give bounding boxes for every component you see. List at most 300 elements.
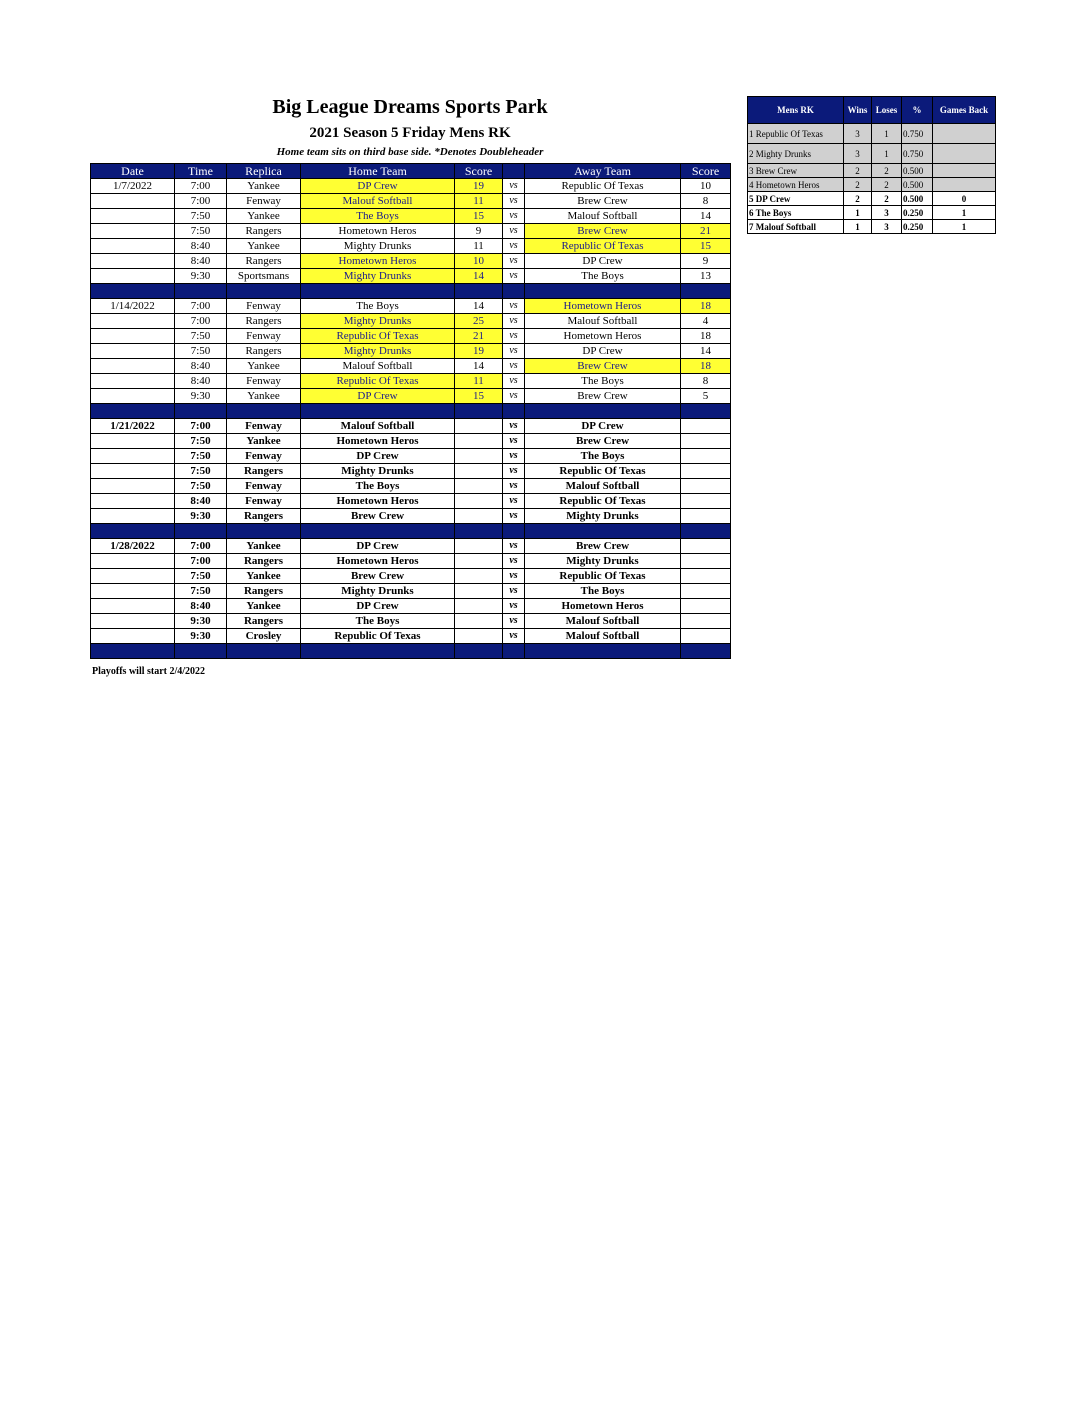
game-date: 1/14/2022 bbox=[91, 299, 175, 314]
game-time: 7:50 bbox=[175, 449, 227, 464]
game-row bbox=[91, 494, 731, 509]
game-time: 7:50 bbox=[175, 434, 227, 449]
vs-label: vs bbox=[503, 194, 525, 209]
game-field: Yankee bbox=[227, 389, 301, 404]
vs-label: vs bbox=[503, 569, 525, 584]
away-team: The Boys bbox=[525, 269, 681, 284]
standings-wins: 1 bbox=[844, 206, 872, 220]
away-score: 10 bbox=[681, 179, 731, 194]
game-time: 7:00 bbox=[175, 554, 227, 569]
col-away-score: Score bbox=[681, 164, 731, 179]
vs-label: vs bbox=[503, 269, 525, 284]
separator-cell bbox=[227, 524, 301, 539]
standings-team: Hometown Heros bbox=[755, 179, 820, 190]
home-team: Hometown Heros bbox=[301, 554, 455, 569]
standings-wins: 2 bbox=[844, 164, 872, 178]
away-team: Republic Of Texas bbox=[525, 464, 681, 479]
vs-label: vs bbox=[503, 239, 525, 254]
game-row bbox=[91, 584, 731, 599]
away-score: 14 bbox=[681, 344, 731, 359]
page-subtitle: 2021 Season 5 Friday Mens RK bbox=[309, 125, 511, 141]
vs-label: vs bbox=[503, 554, 525, 569]
standings-loses: 1 bbox=[872, 124, 902, 144]
home-team: Hometown Heros bbox=[301, 434, 455, 449]
game-date bbox=[91, 464, 175, 479]
home-team: The Boys bbox=[301, 614, 455, 629]
away-score: 18 bbox=[681, 299, 731, 314]
game-date bbox=[91, 224, 175, 239]
vs-label: vs bbox=[503, 494, 525, 509]
standings-rank: 2 bbox=[749, 148, 754, 159]
game-date bbox=[91, 449, 175, 464]
game-date bbox=[91, 209, 175, 224]
game-date bbox=[91, 434, 175, 449]
standings-team: Republic Of Texas bbox=[755, 128, 823, 139]
game-row bbox=[91, 419, 731, 434]
away-score: 21 bbox=[681, 224, 731, 239]
standings-row bbox=[748, 206, 996, 220]
away-team: Republic Of Texas bbox=[525, 569, 681, 584]
game-field: Fenway bbox=[227, 329, 301, 344]
home-score: 10 bbox=[455, 254, 503, 269]
game-row bbox=[91, 254, 731, 269]
away-score: 13 bbox=[681, 269, 731, 284]
away-score bbox=[681, 494, 731, 509]
away-team: Republic Of Texas bbox=[525, 239, 681, 254]
standings-pct: 0.750 bbox=[902, 144, 933, 164]
standings-row bbox=[748, 178, 996, 192]
vs-label: vs bbox=[503, 599, 525, 614]
home-team: Mighty Drunks bbox=[301, 584, 455, 599]
game-row bbox=[91, 389, 731, 404]
standings-games-back bbox=[933, 164, 996, 178]
game-time: 7:00 bbox=[175, 299, 227, 314]
standings-rank: 4 bbox=[749, 179, 754, 190]
away-team: Republic Of Texas bbox=[525, 494, 681, 509]
game-row bbox=[91, 554, 731, 569]
game-field: Fenway bbox=[227, 299, 301, 314]
separator-cell bbox=[175, 524, 227, 539]
away-team: The Boys bbox=[525, 374, 681, 389]
home-team: Mighty Drunks bbox=[301, 239, 455, 254]
game-field: Rangers bbox=[227, 554, 301, 569]
standings-row bbox=[748, 164, 996, 178]
standings-team-cell bbox=[748, 220, 844, 234]
game-field: Fenway bbox=[227, 419, 301, 434]
home-team: Brew Crew bbox=[301, 509, 455, 524]
game-row bbox=[91, 269, 731, 284]
game-date bbox=[91, 269, 175, 284]
game-row bbox=[91, 194, 731, 209]
standings-team-cell bbox=[748, 144, 844, 164]
game-field: Rangers bbox=[227, 314, 301, 329]
game-time: 7:50 bbox=[175, 344, 227, 359]
away-score: 15 bbox=[681, 239, 731, 254]
game-date: 1/21/2022 bbox=[91, 419, 175, 434]
away-score bbox=[681, 599, 731, 614]
standings-games-back: 0 bbox=[933, 192, 996, 206]
standings-col-wins: Wins bbox=[844, 97, 872, 124]
away-team: Brew Crew bbox=[525, 224, 681, 239]
page-note: Home team sits on third base side. *Denotes Doubleheader bbox=[276, 146, 544, 158]
standings-games-back: 1 bbox=[933, 220, 996, 234]
away-team: DP Crew bbox=[525, 344, 681, 359]
home-score bbox=[455, 434, 503, 449]
away-score bbox=[681, 419, 731, 434]
home-score bbox=[455, 479, 503, 494]
game-date bbox=[91, 239, 175, 254]
away-team: DP Crew bbox=[525, 419, 681, 434]
away-score bbox=[681, 629, 731, 644]
away-team: Brew Crew bbox=[525, 194, 681, 209]
game-field: Rangers bbox=[227, 224, 301, 239]
game-date bbox=[91, 194, 175, 209]
standings-games-back: 1 bbox=[933, 206, 996, 220]
vs-label: vs bbox=[503, 314, 525, 329]
game-field: Fenway bbox=[227, 374, 301, 389]
separator-cell bbox=[91, 404, 175, 419]
home-score: 15 bbox=[455, 389, 503, 404]
game-field: Fenway bbox=[227, 479, 301, 494]
game-row bbox=[91, 179, 731, 194]
home-score: 25 bbox=[455, 314, 503, 329]
away-score bbox=[681, 464, 731, 479]
home-team: DP Crew bbox=[301, 539, 455, 554]
away-team: Mighty Drunks bbox=[525, 554, 681, 569]
away-team: Republic Of Texas bbox=[525, 179, 681, 194]
vs-label: vs bbox=[503, 434, 525, 449]
vs-label: vs bbox=[503, 359, 525, 374]
game-date bbox=[91, 479, 175, 494]
game-row bbox=[91, 374, 731, 389]
vs-label: vs bbox=[503, 254, 525, 269]
vs-label: vs bbox=[503, 389, 525, 404]
standings-pct: 0.500 bbox=[902, 178, 933, 192]
standings-loses: 2 bbox=[872, 178, 902, 192]
game-field: Yankee bbox=[227, 359, 301, 374]
away-team: Mighty Drunks bbox=[525, 509, 681, 524]
game-field: Rangers bbox=[227, 614, 301, 629]
game-row bbox=[91, 314, 731, 329]
away-team: Hometown Heros bbox=[525, 329, 681, 344]
game-date bbox=[91, 599, 175, 614]
home-score: 11 bbox=[455, 194, 503, 209]
standings-pct: 0.500 bbox=[902, 192, 933, 206]
game-time: 7:50 bbox=[175, 464, 227, 479]
away-team: Brew Crew bbox=[525, 359, 681, 374]
standings-team-cell bbox=[748, 178, 844, 192]
vs-label: vs bbox=[503, 584, 525, 599]
standings-games-back bbox=[933, 124, 996, 144]
home-score bbox=[455, 464, 503, 479]
away-score bbox=[681, 434, 731, 449]
game-row bbox=[91, 239, 731, 254]
home-team: Hometown Heros bbox=[301, 254, 455, 269]
game-date bbox=[91, 389, 175, 404]
schedule-header-row bbox=[91, 164, 731, 179]
home-team: Republic Of Texas bbox=[301, 374, 455, 389]
home-team: Mighty Drunks bbox=[301, 269, 455, 284]
standings-pct: 0.250 bbox=[902, 220, 933, 234]
standings-table bbox=[747, 96, 996, 234]
week-separator bbox=[91, 284, 731, 299]
away-score: 4 bbox=[681, 314, 731, 329]
away-team: Brew Crew bbox=[525, 434, 681, 449]
game-time: 7:50 bbox=[175, 584, 227, 599]
separator-cell bbox=[525, 404, 681, 419]
separator-cell bbox=[91, 524, 175, 539]
away-score bbox=[681, 449, 731, 464]
game-time: 9:30 bbox=[175, 629, 227, 644]
away-score bbox=[681, 509, 731, 524]
game-row bbox=[91, 434, 731, 449]
page-title: Big League Dreams Sports Park bbox=[272, 96, 548, 118]
col-vs bbox=[503, 164, 525, 179]
game-time: 9:30 bbox=[175, 269, 227, 284]
home-score: 9 bbox=[455, 224, 503, 239]
game-field: Crosley bbox=[227, 629, 301, 644]
separator-cell bbox=[91, 284, 175, 299]
home-score bbox=[455, 614, 503, 629]
home-score bbox=[455, 509, 503, 524]
standings-wins: 2 bbox=[844, 178, 872, 192]
vs-label: vs bbox=[503, 344, 525, 359]
home-team: The Boys bbox=[301, 299, 455, 314]
standings-rank: 6 bbox=[749, 207, 754, 218]
separator-cell bbox=[301, 404, 455, 419]
home-score bbox=[455, 629, 503, 644]
vs-label: vs bbox=[503, 374, 525, 389]
game-field: Rangers bbox=[227, 254, 301, 269]
playoffs-note: Playoffs will start 2/4/2022 bbox=[92, 666, 206, 677]
col-away-team: Away Team bbox=[525, 164, 681, 179]
separator-cell bbox=[175, 284, 227, 299]
separator-cell bbox=[227, 404, 301, 419]
home-team: Republic Of Texas bbox=[301, 329, 455, 344]
game-field: Yankee bbox=[227, 539, 301, 554]
game-time: 7:00 bbox=[175, 179, 227, 194]
standings-team: Mighty Drunks bbox=[755, 148, 812, 159]
standings-pct: 0.750 bbox=[902, 124, 933, 144]
away-team: Hometown Heros bbox=[525, 299, 681, 314]
game-time: 7:50 bbox=[175, 569, 227, 584]
separator-cell bbox=[301, 284, 455, 299]
standings-games-back bbox=[933, 144, 996, 164]
game-field: Yankee bbox=[227, 179, 301, 194]
separator-cell bbox=[525, 524, 681, 539]
game-field: Yankee bbox=[227, 239, 301, 254]
vs-label: vs bbox=[503, 464, 525, 479]
game-field: Sportsmans bbox=[227, 269, 301, 284]
standings-wins: 2 bbox=[844, 192, 872, 206]
col-time: Time bbox=[175, 164, 227, 179]
home-score bbox=[455, 494, 503, 509]
game-field: Fenway bbox=[227, 194, 301, 209]
standings-team-cell bbox=[748, 164, 844, 178]
home-team: Mighty Drunks bbox=[301, 314, 455, 329]
game-row bbox=[91, 569, 731, 584]
away-team: Brew Crew bbox=[525, 539, 681, 554]
standings-row bbox=[748, 220, 996, 234]
away-team: The Boys bbox=[525, 449, 681, 464]
standings-col-games-back: Games Back bbox=[933, 97, 996, 124]
standings-wins: 3 bbox=[844, 124, 872, 144]
separator-cell bbox=[301, 644, 455, 659]
game-date: 1/28/2022 bbox=[91, 539, 175, 554]
vs-label: vs bbox=[503, 629, 525, 644]
away-score: 9 bbox=[681, 254, 731, 269]
game-row bbox=[91, 479, 731, 494]
away-score bbox=[681, 614, 731, 629]
standings-row bbox=[748, 124, 996, 144]
vs-label: vs bbox=[503, 419, 525, 434]
home-score bbox=[455, 449, 503, 464]
game-time: 8:40 bbox=[175, 239, 227, 254]
away-score bbox=[681, 479, 731, 494]
standings-loses: 3 bbox=[872, 206, 902, 220]
vs-label: vs bbox=[503, 509, 525, 524]
col-home-team: Home Team bbox=[301, 164, 455, 179]
home-score bbox=[455, 554, 503, 569]
vs-label: vs bbox=[503, 539, 525, 554]
home-score: 14 bbox=[455, 269, 503, 284]
game-field: Rangers bbox=[227, 509, 301, 524]
game-date bbox=[91, 569, 175, 584]
standings-team-cell bbox=[748, 124, 844, 144]
game-date bbox=[91, 254, 175, 269]
away-score: 18 bbox=[681, 359, 731, 374]
week-separator bbox=[91, 404, 731, 419]
game-date bbox=[91, 314, 175, 329]
separator-cell bbox=[503, 284, 525, 299]
standings-team-cell bbox=[748, 206, 844, 220]
away-team: Malouf Softball bbox=[525, 629, 681, 644]
game-row bbox=[91, 359, 731, 374]
standings-loses: 2 bbox=[872, 164, 902, 178]
game-field: Yankee bbox=[227, 569, 301, 584]
separator-cell bbox=[455, 644, 503, 659]
standings-rank: 3 bbox=[749, 165, 754, 176]
game-date bbox=[91, 554, 175, 569]
game-date bbox=[91, 509, 175, 524]
standings-loses: 1 bbox=[872, 144, 902, 164]
home-team: Hometown Heros bbox=[301, 224, 455, 239]
week-separator bbox=[91, 644, 731, 659]
vs-label: vs bbox=[503, 614, 525, 629]
game-time: 7:00 bbox=[175, 539, 227, 554]
game-field: Yankee bbox=[227, 599, 301, 614]
standings-row bbox=[748, 144, 996, 164]
home-team: DP Crew bbox=[301, 449, 455, 464]
home-team: Mighty Drunks bbox=[301, 344, 455, 359]
separator-cell bbox=[681, 524, 731, 539]
away-score: 18 bbox=[681, 329, 731, 344]
away-team: Malouf Softball bbox=[525, 209, 681, 224]
schedule-table bbox=[90, 163, 731, 659]
standings-rank: 5 bbox=[749, 193, 754, 204]
separator-cell bbox=[91, 644, 175, 659]
home-team: DP Crew bbox=[301, 599, 455, 614]
game-field: Fenway bbox=[227, 449, 301, 464]
game-field: Yankee bbox=[227, 209, 301, 224]
away-score: 5 bbox=[681, 389, 731, 404]
standings-rank: 7 bbox=[749, 221, 754, 232]
game-time: 7:50 bbox=[175, 479, 227, 494]
vs-label: vs bbox=[503, 224, 525, 239]
separator-cell bbox=[175, 404, 227, 419]
standings-row bbox=[748, 192, 996, 206]
separator-cell bbox=[455, 524, 503, 539]
game-time: 7:00 bbox=[175, 194, 227, 209]
away-score: 8 bbox=[681, 374, 731, 389]
game-date bbox=[91, 584, 175, 599]
game-field: Yankee bbox=[227, 434, 301, 449]
standings-loses: 2 bbox=[872, 192, 902, 206]
home-score bbox=[455, 569, 503, 584]
home-score bbox=[455, 539, 503, 554]
game-row bbox=[91, 329, 731, 344]
game-field: Rangers bbox=[227, 584, 301, 599]
away-score bbox=[681, 584, 731, 599]
vs-label: vs bbox=[503, 449, 525, 464]
game-row bbox=[91, 209, 731, 224]
home-team: DP Crew bbox=[301, 179, 455, 194]
vs-label: vs bbox=[503, 299, 525, 314]
home-team: The Boys bbox=[301, 479, 455, 494]
separator-cell bbox=[175, 644, 227, 659]
away-score: 8 bbox=[681, 194, 731, 209]
week-separator bbox=[91, 524, 731, 539]
home-score: 19 bbox=[455, 179, 503, 194]
separator-cell bbox=[503, 404, 525, 419]
standings-wins: 1 bbox=[844, 220, 872, 234]
home-score bbox=[455, 599, 503, 614]
game-date bbox=[91, 374, 175, 389]
away-score bbox=[681, 569, 731, 584]
game-row bbox=[91, 539, 731, 554]
vs-label: vs bbox=[503, 479, 525, 494]
game-time: 8:40 bbox=[175, 374, 227, 389]
standings-rank: 1 bbox=[749, 128, 754, 139]
separator-cell bbox=[525, 644, 681, 659]
standings-wins: 3 bbox=[844, 144, 872, 164]
game-row bbox=[91, 629, 731, 644]
game-field: Rangers bbox=[227, 464, 301, 479]
game-date bbox=[91, 494, 175, 509]
home-score: 21 bbox=[455, 329, 503, 344]
game-date bbox=[91, 329, 175, 344]
separator-cell bbox=[681, 404, 731, 419]
home-team: Brew Crew bbox=[301, 569, 455, 584]
game-time: 8:40 bbox=[175, 254, 227, 269]
standings-loses: 3 bbox=[872, 220, 902, 234]
away-team: DP Crew bbox=[525, 254, 681, 269]
standings-col-loses: Loses bbox=[872, 97, 902, 124]
game-field: Fenway bbox=[227, 494, 301, 509]
separator-cell bbox=[301, 524, 455, 539]
game-row bbox=[91, 614, 731, 629]
game-time: 7:50 bbox=[175, 224, 227, 239]
home-score bbox=[455, 584, 503, 599]
separator-cell bbox=[503, 524, 525, 539]
standings-pct: 0.500 bbox=[902, 164, 933, 178]
game-row bbox=[91, 344, 731, 359]
game-row bbox=[91, 509, 731, 524]
game-date: 1/7/2022 bbox=[91, 179, 175, 194]
home-team: DP Crew bbox=[301, 389, 455, 404]
home-team: The Boys bbox=[301, 209, 455, 224]
game-date bbox=[91, 344, 175, 359]
